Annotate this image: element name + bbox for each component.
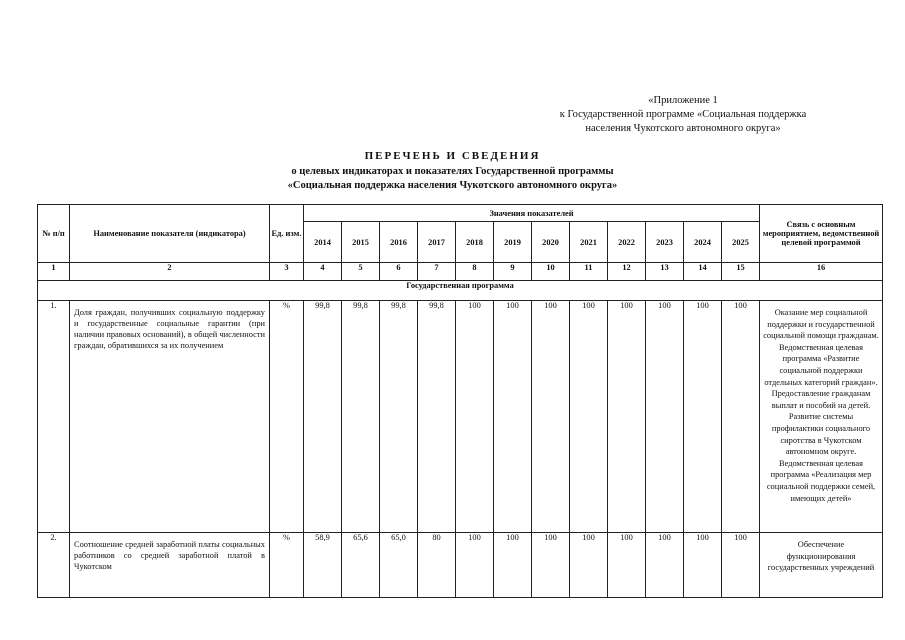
indicator-unit: % [270,301,304,533]
header-year: 2018 [456,222,494,263]
indicator-value: 100 [722,301,760,533]
table-row [38,301,883,533]
header-year: 2022 [608,222,646,263]
indicator-relation: Оказание мер социальной поддержки и государственной социальной помощи гражданам. Ведомственная целевая программа «Развитие социальной поддержки отдельных категорий граждан». Предоставление гражданам выплат и пособий на детей. Развитие системы профилактики социального сиротства в Чукотском автономном округе. Ведомственная целевая программа «Реализация мер социальной поддержки семей, имеющих детей» [760,301,883,533]
indicator-value: 100 [570,533,608,598]
column-number: 4 [304,263,342,281]
header-year: 2020 [532,222,570,263]
table-row [38,533,883,598]
document-subtitle-1: о целевых индикаторах и показателях Государственной программы [291,166,614,177]
indicator-value: 65,6 [342,533,380,598]
header-values-group: Значения показателей [304,205,760,222]
annex-block [513,94,853,136]
header-year: 2025 [722,222,760,263]
column-number: 15 [722,263,760,281]
indicator-value: 100 [684,533,722,598]
indicator-value: 99,8 [342,301,380,533]
header-year: 2021 [570,222,608,263]
annex-line-1: «Приложение 1 [648,95,718,106]
column-number: 14 [684,263,722,281]
annex-line-2: к Государственной программе «Социальная поддержка [559,109,807,120]
indicator-value: 100 [532,301,570,533]
row-number: 2. [38,533,70,598]
column-number: 7 [418,263,456,281]
indicator-value: 100 [456,301,494,533]
column-number: 5 [342,263,380,281]
indicator-value: 58,9 [304,533,342,598]
column-number: 9 [494,263,532,281]
indicator-unit: % [270,533,304,598]
column-number: 2 [70,263,270,281]
indicator-value: 100 [684,301,722,533]
indicator-name: Доля граждан, получивших социальную поддержку и государственные социальные гарантии (при наличии правовых оснований), в общей численности граждан, обратившихся за их получением [70,301,270,533]
header-year: 2014 [304,222,342,263]
indicator-value: 100 [494,533,532,598]
column-number: 1 [38,263,70,281]
indicator-value: 100 [494,301,532,533]
header-year: 2023 [646,222,684,263]
indicator-value: 100 [570,301,608,533]
section-title: Государственная программа [38,281,883,301]
annex-line-3: населения Чукотского автономного округа» [585,123,781,134]
indicator-value: 100 [608,533,646,598]
indicator-name: Соотношение средней заработной платы социальных работников со средней заработной платой в Чукотском [70,533,270,598]
indicator-value: 99,8 [304,301,342,533]
indicator-relation: Обеспечение функционирования государственных учреждений [760,533,883,598]
header-year: 2017 [418,222,456,263]
column-number: 6 [380,263,418,281]
header-relation: Связь с основным мероприятием, ведомственной целевой программой [760,205,883,263]
document-subtitle-2: «Социальная поддержка населения Чукотского автономного округа» [287,180,618,191]
indicator-value: 99,8 [380,301,418,533]
indicator-value: 100 [532,533,570,598]
document-title: ПЕРЕЧЕНЬ И СВЕДЕНИЯ [364,150,541,162]
header-year: 2016 [380,222,418,263]
header-year: 2015 [342,222,380,263]
header-num: № п/п [38,205,70,263]
indicator-value: 100 [608,301,646,533]
column-number: 16 [760,263,883,281]
row-number: 1. [38,301,70,533]
section-row [38,281,883,301]
column-number: 8 [456,263,494,281]
indicator-value: 100 [722,533,760,598]
indicator-value: 100 [646,301,684,533]
header-year: 2019 [494,222,532,263]
column-number: 3 [270,263,304,281]
header-unit: Ед. изм. [270,205,304,263]
column-number: 11 [570,263,608,281]
indicator-value: 100 [456,533,494,598]
column-numbers-row [38,263,883,281]
column-number: 10 [532,263,570,281]
header-year: 2024 [684,222,722,263]
header-name: Наименование показателя (индикатора) [70,205,270,263]
indicators-table [37,204,883,598]
indicator-value: 80 [418,533,456,598]
indicator-value: 99,8 [418,301,456,533]
column-number: 12 [608,263,646,281]
indicator-value: 100 [646,533,684,598]
column-number: 13 [646,263,684,281]
indicator-value: 65,0 [380,533,418,598]
